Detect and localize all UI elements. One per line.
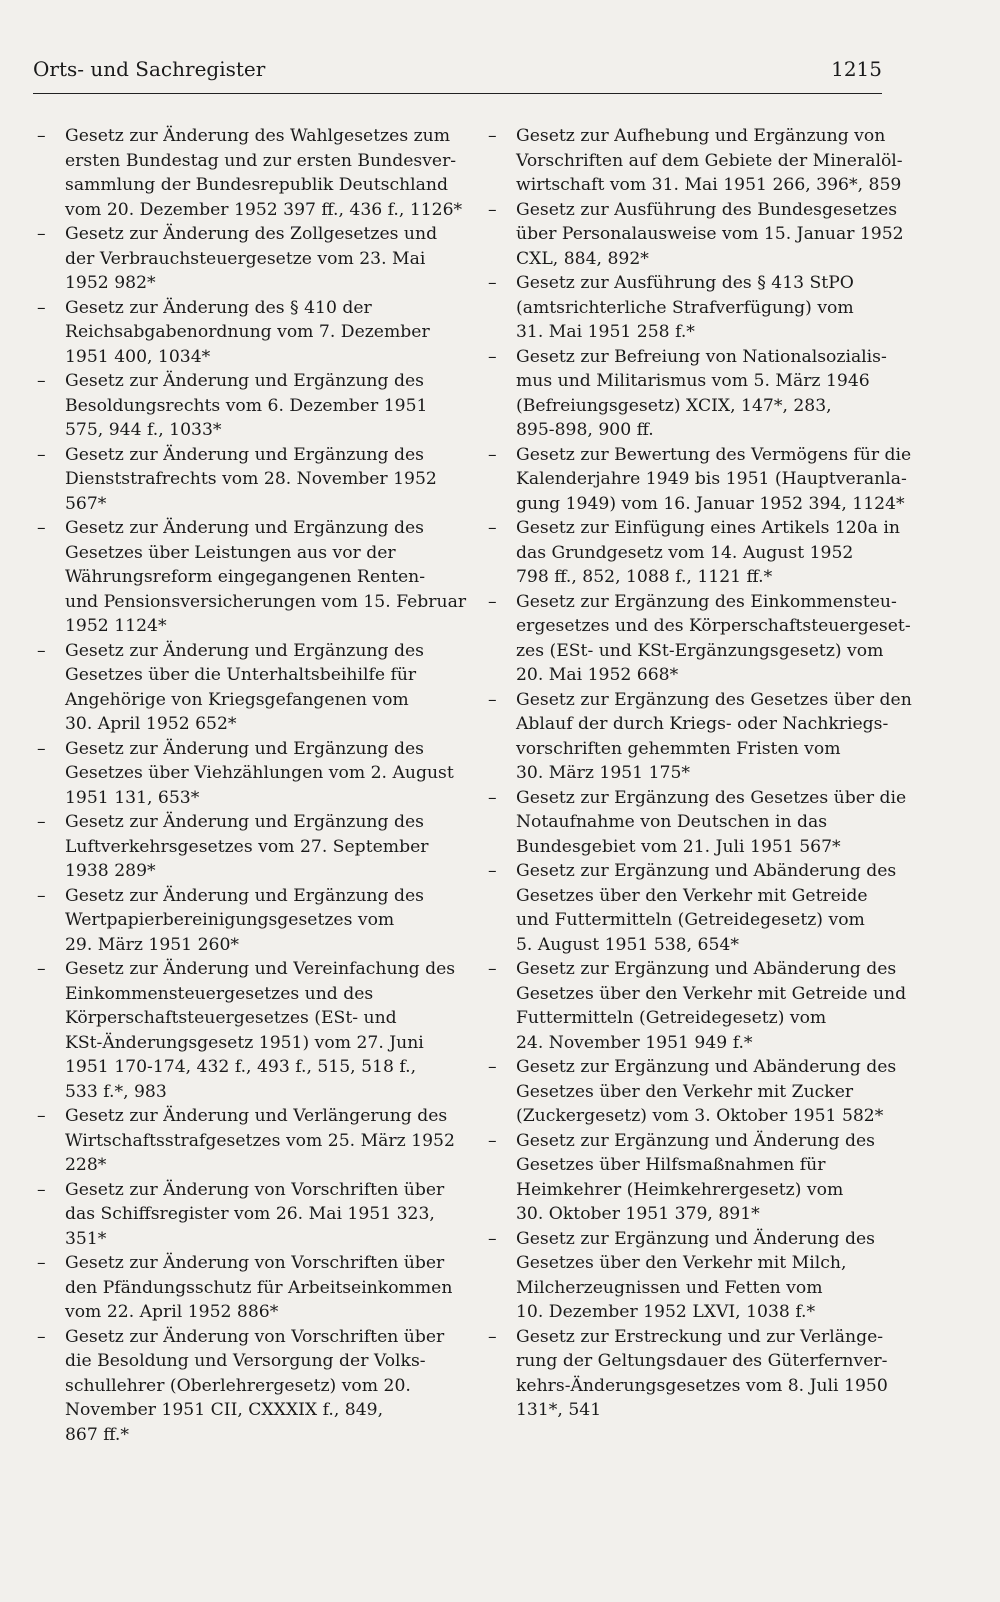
entry-dash: –: [37, 518, 46, 538]
entry-line: Gesetzes über den Verkehr mit Zucker: [516, 1081, 854, 1102]
entry-line: Gesetz zur Erstreckung und zur Verlänge-: [516, 1326, 884, 1347]
index-entry: [488, 443, 912, 517]
entry-dash: –: [488, 273, 497, 293]
entry-line: Gesetz zur Änderung und Ergänzung des: [65, 371, 424, 391]
entry-line: Angehörige von Kriegsgefangenen vom: [65, 689, 409, 710]
entry-line: Gesetz zur Ergänzung des Einkommensteu-: [516, 591, 897, 612]
entry-dash: –: [488, 126, 497, 146]
entry-line: (Befreiungsgesetz) XCIX, 147*, 283,: [516, 395, 832, 416]
entry-dash: –: [488, 518, 497, 538]
entry-line: die Besoldung und Versorgung der Volks-: [65, 1351, 426, 1371]
entry-line: der Verbrauchsteuergesetze vom 23. Mai: [65, 248, 426, 269]
index-entry: [37, 1251, 453, 1325]
entry-dash: –: [488, 1228, 497, 1249]
entry-line: Milcherzeugnissen und Fetten vom: [516, 1277, 823, 1298]
entry-line: November 1951 CII, CXXXIX f., 849,: [65, 1400, 384, 1420]
index-column-right: [488, 124, 912, 1423]
entry-line: Währungsreform eingegangenen Renten-: [65, 567, 426, 587]
entry-dash: –: [37, 297, 46, 318]
entry-dash: –: [37, 738, 46, 759]
index-entry: [37, 369, 445, 443]
entry-line: ergesetzes und des Körperschaftsteuergeset-: [516, 616, 911, 636]
entry-line: wirtschaft vom 31. Mai 1951 266, 396*, 859: [516, 175, 902, 195]
entry-line: 20. Mai 1952 668*: [516, 665, 679, 685]
section-title: Orts- und Sachregister: [33, 57, 266, 81]
entry-dash: –: [37, 444, 46, 465]
entry-line: Gesetz zur Änderung von Vorschriften über: [65, 1253, 445, 1273]
entry-line: 1951 131, 653*: [65, 787, 200, 808]
entry-line: Gesetz zur Änderung von Vorschriften über: [65, 1179, 445, 1200]
index-entry: [37, 737, 454, 811]
index-entry: [37, 810, 445, 884]
entry-line: 1952 982*: [65, 273, 156, 293]
entry-line: 30. März 1951 175*: [516, 763, 690, 783]
entry-line: 29. März 1951 260*: [65, 934, 239, 955]
entry-line: und Futtermitteln (Getreidegesetz) vom: [516, 910, 865, 930]
entry-line: Gesetz zur Änderung und Ergänzung des: [65, 518, 424, 538]
entry-line: 24. November 1951 949 f.*: [516, 1032, 753, 1053]
entry-line: 30. Oktober 1951 379, 891*: [516, 1204, 760, 1224]
entry-dash: –: [37, 1326, 46, 1347]
index-entry: [488, 1325, 888, 1423]
entry-line: vom 20. Dezember 1952 397 ff., 436 f., 1126*: [65, 199, 463, 220]
entry-line: vorschriften gehemmten Fristen vom: [516, 738, 841, 759]
entry-dash: –: [37, 1106, 46, 1126]
entry-dash: –: [37, 1253, 46, 1273]
entry-line: das Schiffsregister vom 26. Mai 1951 323,: [65, 1204, 435, 1224]
entry-line: Wertpapierbereinigungsgesetzes vom: [65, 910, 395, 930]
index-entry: [488, 124, 903, 198]
entry-dash: –: [37, 959, 46, 979]
entry-line: Gesetz zur Ergänzung des Gesetzes über den: [516, 689, 912, 710]
entry-line: 1951 170-174, 432 f., 493 f., 515, 518 f.,: [65, 1057, 417, 1077]
entry-line: Gesetzes über die Unterhaltsbeihilfe für: [65, 665, 417, 685]
entry-line: Gesetz zur Ergänzung und Änderung des: [516, 1228, 875, 1249]
entry-line: 867 ff.*: [65, 1424, 129, 1445]
entry-line: Gesetz zur Aufhebung und Ergänzung von: [516, 126, 886, 146]
entry-line: 1938 289*: [65, 861, 156, 881]
entry-line: gung 1949) vom 16. Januar 1952 394, 1124*: [516, 493, 905, 514]
index-entry: [488, 688, 912, 786]
entry-dash: –: [488, 199, 497, 220]
entry-line: 10. Dezember 1952 LXVI, 1038 f.*: [516, 1302, 816, 1322]
entry-line: zes (ESt- und KSt-Ergänzungsgesetz) vom: [516, 640, 884, 661]
index-entry: [37, 124, 463, 222]
entry-line: 567*: [65, 493, 107, 514]
index-entry: [37, 516, 467, 639]
entry-dash: –: [488, 1130, 497, 1151]
entry-line: ersten Bundestag und zur ersten Bundesver-: [65, 150, 457, 171]
entry-line: 131*, 541: [516, 1400, 602, 1420]
entry-line: Gesetz zur Änderung und Ergänzung des: [65, 444, 424, 465]
entry-line: Körperschaftsteuergesetzes (ESt- und: [65, 1008, 397, 1028]
entry-line: Gesetzes über den Verkehr mit Milch,: [516, 1253, 847, 1273]
entry-line: rung der Geltungsdauer des Güterfernver-: [516, 1351, 888, 1371]
entry-line: Bundesgebiet vom 21. Juli 1951 567*: [516, 836, 841, 857]
entry-line: 1952 1124*: [65, 616, 167, 636]
page-number: 1215: [831, 57, 882, 81]
index-entry: [37, 222, 445, 296]
entry-line: Gesetz zur Ausführung des Bundesgesetzes: [516, 199, 898, 220]
entry-line: KSt-Änderungsgesetz 1951) vom 27. Juni: [65, 1032, 424, 1053]
entry-line: CXL, 884, 892*: [516, 248, 649, 269]
entry-line: Gesetz zur Bewertung des Vermögens für die: [516, 444, 912, 465]
index-entry: [488, 1055, 897, 1129]
entry-line: Gesetz zur Änderung des Zollgesetzes und: [65, 224, 438, 244]
entry-line: 895-898, 900 ff.: [516, 420, 654, 440]
entry-dash: –: [37, 224, 46, 244]
entry-line: sammlung der Bundesrepublik Deutschland: [65, 175, 448, 195]
entry-dash: –: [37, 371, 46, 391]
entry-line: Gesetzes über den Verkehr mit Getreide und: [516, 983, 907, 1004]
entry-line: Ablauf der durch Kriegs- oder Nachkriegs-: [516, 714, 889, 734]
entry-line: Gesetz zur Änderung und Ergänzung des: [65, 640, 424, 661]
entry-line: Kalenderjahre 1949 bis 1951 (Hauptveranla-: [516, 469, 907, 489]
index-column-left: [37, 124, 467, 1447]
entry-line: kehrs-Änderungsgesetzes vom 8. Juli 1950: [516, 1375, 888, 1396]
entry-dash: –: [488, 861, 497, 881]
entry-line: Dienststrafrechts vom 28. November 1952: [65, 469, 437, 489]
entry-dash: –: [488, 959, 497, 979]
entry-dash: –: [488, 591, 497, 612]
entry-line: Gesetzes über den Verkehr mit Getreide: [516, 885, 868, 906]
header-rule: [33, 93, 882, 94]
entry-line: Gesetz zur Änderung und Ergänzung des: [65, 885, 424, 906]
index-entry: [37, 639, 445, 737]
entry-dash: –: [488, 1057, 497, 1077]
entry-line: Wirtschaftsstrafgesetzes vom 25. März 1952: [65, 1130, 455, 1151]
entry-line: 798 ff., 852, 1088 f., 1121 ff.*: [516, 567, 773, 587]
entry-line: Futtermitteln (Getreidegesetz) vom: [516, 1008, 827, 1028]
index-entry: [488, 1129, 888, 1227]
entry-line: Gesetz zur Änderung des Wahlgesetzes zum: [65, 126, 451, 146]
index-entry: [488, 345, 888, 443]
entry-line: Gesetz zur Änderung und Ergänzung des: [65, 738, 424, 759]
entry-line: (amtsrichterliche Strafverfügung) vom: [516, 297, 854, 318]
entry-line: 351*: [65, 1228, 107, 1249]
index-entry: [488, 271, 888, 345]
entry-line: und Pensionsversicherungen vom 15. Februar: [65, 591, 467, 612]
entry-line: Besoldungsrechts vom 6. Dezember 1951: [65, 395, 428, 416]
index-entry: [488, 516, 900, 590]
entry-dash: –: [37, 640, 46, 661]
entry-dash: –: [37, 812, 46, 832]
index-entry: [37, 1104, 455, 1178]
entry-line: Reichsabgabenordnung vom 7. Dezember: [65, 322, 430, 342]
entry-line: Gesetz zur Ergänzung und Abänderung des: [516, 1057, 897, 1077]
entry-line: Gesetz zur Ergänzung und Abänderung des: [516, 959, 897, 979]
entry-line: Gesetz zur Änderung und Ergänzung des: [65, 812, 424, 832]
entry-line: 31. Mai 1951 258 f.*: [516, 322, 695, 342]
index-entry: [37, 296, 445, 370]
index-entry: [488, 957, 907, 1055]
index-entry: [37, 1178, 445, 1252]
entry-line: Gesetz zur Befreiung von Nationalsozialis-: [516, 346, 887, 367]
entry-line: 5. August 1951 538, 654*: [516, 934, 739, 955]
entry-line: mus und Militarismus vom 5. März 1946: [516, 371, 870, 391]
entry-line: 228*: [65, 1155, 107, 1175]
entry-dash: –: [488, 787, 497, 808]
entry-dash: –: [488, 689, 497, 710]
entry-line: Gesetzes über Viehzählungen vom 2. August: [65, 763, 454, 783]
entry-dash: –: [37, 126, 46, 146]
entry-line: das Grundgesetz vom 14. August 1952: [516, 542, 854, 563]
entry-line: 533 f.*, 983: [65, 1081, 167, 1102]
entry-line: Heimkehrer (Heimkehrergesetz) vom: [516, 1179, 844, 1200]
entry-line: Gesetz zur Änderung und Verlängerung des: [65, 1106, 448, 1126]
entry-line: Gesetzes über Leistungen aus vor der: [65, 542, 396, 563]
index-entry: [37, 1325, 445, 1448]
entry-dash: –: [488, 444, 497, 465]
index-entry: [488, 198, 904, 272]
entry-line: schullehrer (Oberlehrergesetz) vom 20.: [65, 1375, 411, 1396]
entry-line: Gesetz zur Ergänzung und Änderung des: [516, 1130, 875, 1151]
entry-dash: –: [37, 885, 46, 906]
entry-dash: –: [488, 1326, 497, 1347]
index-entry: [488, 1227, 888, 1325]
entry-line: Gesetz zur Einfügung eines Artikels 120a in: [516, 518, 900, 538]
entry-line: 575, 944 f., 1033*: [65, 420, 222, 440]
index-entry: [488, 786, 907, 860]
entry-dash: –: [37, 1179, 46, 1200]
entry-line: Gesetz zur Änderung und Vereinfachung des: [65, 959, 456, 979]
entry-line: über Personalausweise vom 15. Januar 1952: [516, 224, 904, 244]
entry-line: Luftverkehrsgesetzes vom 27. September: [65, 836, 429, 857]
entry-line: (Zuckergesetz) vom 3. Oktober 1951 582*: [516, 1106, 884, 1126]
index-entry: [37, 884, 445, 958]
entry-line: Notaufnahme von Deutschen in das: [516, 812, 828, 832]
entry-line: Einkommensteuergesetzes und des: [65, 983, 374, 1004]
entry-line: 1951 400, 1034*: [65, 346, 211, 367]
index-entry: [488, 590, 911, 688]
entry-line: 30. April 1952 652*: [65, 714, 237, 734]
entry-line: Gesetz zur Änderung von Vorschriften über: [65, 1326, 445, 1347]
entry-line: Gesetzes über Hilfsmaßnahmen für: [516, 1155, 826, 1175]
entry-line: Gesetz zur Änderung des § 410 der: [65, 297, 372, 318]
index-entry: [488, 859, 897, 957]
entry-line: Vorschriften auf dem Gebiete der Mineralöl-: [516, 150, 903, 171]
entry-dash: –: [488, 346, 497, 367]
index-entry: [37, 957, 456, 1104]
entry-line: vom 22. April 1952 886*: [65, 1302, 279, 1322]
entry-line: Gesetz zur Ergänzung und Abänderung des: [516, 861, 897, 881]
index-entry: [37, 443, 445, 517]
entry-line: Gesetz zur Ergänzung des Gesetzes über die: [516, 787, 907, 808]
entry-line: Gesetz zur Ausführung des § 413 StPO: [516, 273, 854, 293]
entry-line: den Pfändungsschutz für Arbeitseinkommen: [65, 1277, 453, 1298]
